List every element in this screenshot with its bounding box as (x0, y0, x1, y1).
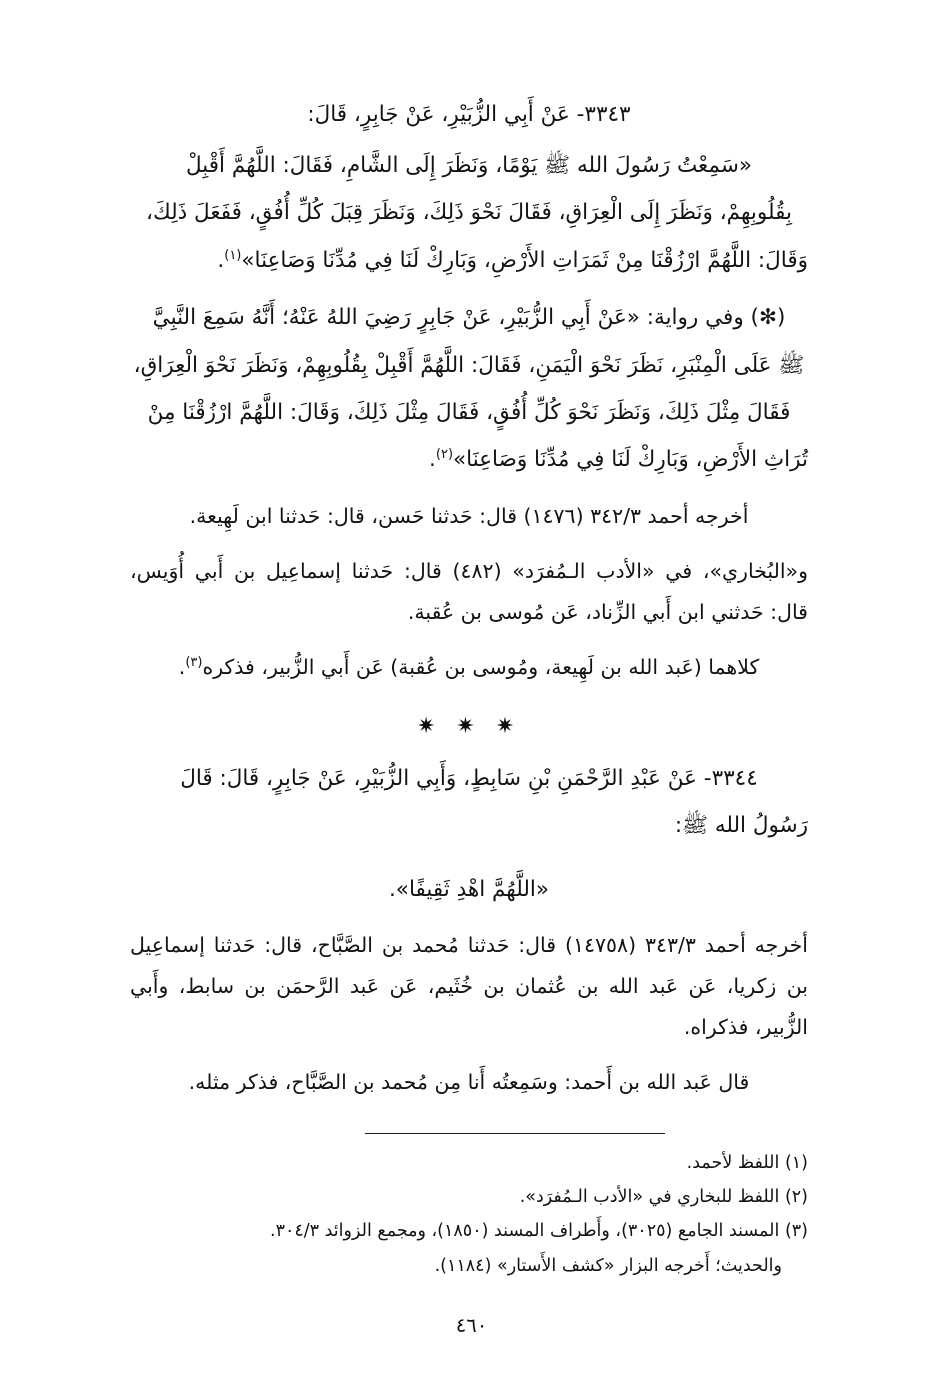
hadith-3343-variant-line-4-text: تُرَاثِ الأَرْضِ، وَبَارِكْ لَنَا فِي مُدِّنَا وَصَاعِنَا» (453, 447, 808, 473)
hadith-3343-kilahuma-end: . (178, 654, 186, 679)
hadith-3343-variant-line-1: (✻) وفي رواية: «عَنْ أَبِي الزُّبَيْرِ، عَنْ جَابِرٍ رَضِيَ اللهُ عَنْهُ؛ أَنَّهُ سَمِعَ النَّبِيَّ (152, 305, 786, 331)
footnote-3-marker: (٣) (784, 1221, 808, 1242)
hadith-3343-takhrij-1: أخرجه أحمد ٣٤٢/٣ (١٤٧٦) قال: حَدثنا حَسن، قال: حَدثنا ابن لَهِيعة. (189, 503, 749, 528)
spacer (130, 286, 808, 296)
hadith-3344-heading-line-2: رَسُولُ الله ﷺ: (674, 813, 808, 839)
hadith-3343-body-line-3-text: وَقَالَ: اللَّهُمَّ ارْزُقْنَا مِنْ ثَمَرَاتِ الأَرْضِ، وَبَارِكْ لَنَا فِي مُدِّنَا وَصَاعِنَا» (241, 247, 808, 273)
hadith-3344-note: قال عَبد الله بن أَحمد: وسَمِعتُه أَنا مِن مُحمد بن الصَّبَّاح، فذكر مثله. (188, 1069, 750, 1094)
hadith-3343-kilahuma-text: كلاهما (عَبد الله بن لَهِيعة، ومُوسى بن عُقبة) عَن أَبي الزُّبير، فذكره (202, 654, 760, 679)
footnote-item-3-continuation: والحديث؛ أَخرجه البزار «كشف الأَستار» (١١٨٤). (434, 1255, 782, 1276)
hadith-3343-body-line-1: «سَمِعْتُ رَسُولَ الله ﷺ يَوْمًا، وَنَظَرَ إِلَى الشَّامِ، فَقَالَ: اللَّهُمَّ أَقْبِلْ (185, 152, 753, 178)
hadith-3344-heading-line-1: ٣٣٤٤- عَنْ عَبْدِ الرَّحْمَنِ بْنِ سَابِطٍ، وَأَبِي الزُّبَيْرِ، عَنْ جَابِرٍ، قَالَ: قَالَ (180, 765, 758, 791)
hadith-3343-body-line-3 (130, 239, 808, 282)
hadith-3343-variant-line-4-end: . (429, 447, 436, 473)
page-number: ٤٦٠ (455, 1314, 488, 1337)
spacer (130, 852, 808, 862)
hadith-3343-variant-line-4 (130, 438, 808, 481)
footnote-3-text: المسند الجامع (٣٠٢٥)، وأَطراف المسند (١٨٥٠)، ومجمع الزوائد ٣٠٤/٣. (269, 1221, 780, 1242)
footnote-2-marker: (٢) (784, 1187, 808, 1208)
footnote-ref-1: (١) (224, 247, 242, 263)
footnote-item-3 (130, 1214, 808, 1248)
footnotes-block (130, 1146, 808, 1283)
hadith-3344-quote: «اللَّهُمَّ اهْدِ ثَقِيفًا». (388, 876, 550, 902)
footnote-ref-2: (٢) (435, 447, 454, 463)
hadith-3343-body-line-2: بِقُلُوبِهِمْ، وَنَظَرَ إِلَى الْعِرَاقِ، فَقَالَ نَحْوَ ذَلِكَ، وَنَظَرَ قِبَلَ كُلِّ أُفُقٍ، فَفَعَلَ ذَلِكَ، (146, 200, 792, 226)
hadith-3343-heading: ٣٣٤٣- عَنْ أَبِي الزُّبَيْرِ، عَنْ جَابِرٍ، قَالَ: (307, 102, 631, 127)
hadith-3343-variant-line-3: فَقَالَ مِثْلَ ذَلِكَ، وَنَظَرَ نَحْوَ كُلِّ أُفُقٍ، فَقَالَ مِثْلَ ذَلِكَ، وَقَالَ: اللَّهُمَّ ارْزُقْنَا مِنْ (147, 399, 791, 425)
hadith-3343-body-line-3-end: . (217, 247, 225, 273)
footnote-2-text: اللفظ للبخاري في «الأدب الـمُفرَد». (519, 1187, 780, 1208)
hadith-3344-takhrij: أخرجه أحمد ٣٤٣/٣ (١٤٧٥٨) قال: حَدثنا مُحمد بن الصَّبَّاح، قال: حَدثنا إسماعِيل بن زكريا، عَن عَبد الله بن عُثمان بن خُثَيم، عَن عَبد الرَّحمَن بن سابط، وأَبي الزُّبير، فذكراه. (130, 932, 809, 1039)
footnote-ref-3: (٣) (185, 654, 203, 670)
footnote-1-marker: (١) (784, 1153, 808, 1174)
hadith-3343-variant-line-2: ﷺ عَلَى الْمِنْبَرِ، نَظَرَ نَحْوَ الْيَمَنِ، فَقَالَ: اللَّهُمَّ أَقْبِلْ بِقُلُوبِهِمْ، وَنَظَرَ نَحْوَ الْعِرَاقِ، (133, 352, 805, 378)
footnote-1-text: اللفظ لأحمد. (686, 1153, 780, 1174)
hadith-3343-takhrij-2: و«البُخاري»، في «الأدب الـمُفرَد» (٤٨٢) قال: حَدثنا إسماعِيل بن أَبي أُوَيس، قال: حَدثني ابن أَبي الزِّناد، عَن مُوسى بن عُقبة. (130, 558, 808, 624)
footnote-separator (365, 1133, 665, 1135)
footnote-item-2 (130, 1180, 808, 1214)
footnote-item-1 (130, 1146, 808, 1180)
section-divider-stars: ✷ ✷ ✷ (416, 713, 522, 739)
hadith-3343-kilahuma (130, 647, 808, 688)
